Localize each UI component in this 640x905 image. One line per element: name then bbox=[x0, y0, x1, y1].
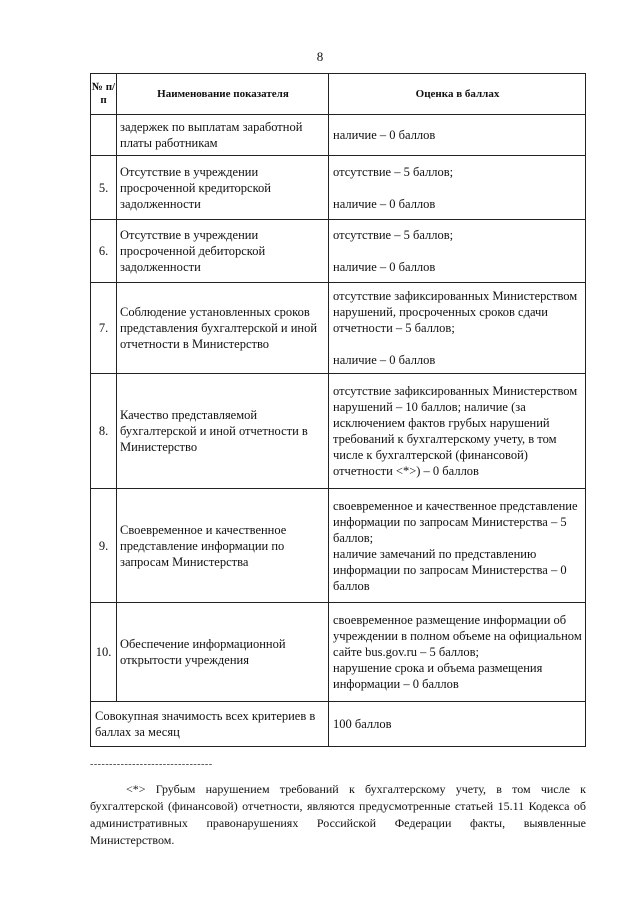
header-name: Наименование показателя bbox=[117, 74, 329, 115]
footnote-separator: -------------------------------- bbox=[90, 759, 213, 770]
row-name: задержек по выплатам заработной платы работникам bbox=[117, 115, 329, 156]
total-label: Совокупная значимость всех критериев в баллах за месяц bbox=[91, 702, 329, 747]
table-row bbox=[91, 283, 586, 374]
row-score bbox=[329, 220, 586, 283]
total-value: 100 баллов bbox=[329, 702, 586, 747]
row-num: 5. bbox=[91, 156, 117, 220]
score-line: нарушение срока и объема размещения информации – 0 баллов bbox=[333, 661, 543, 691]
score-line: отсутствие – 5 баллов; bbox=[333, 228, 454, 242]
row-name: Отсутствие в учреждении просроченной дебиторской задолженности bbox=[117, 220, 329, 283]
score-line: отсутствие – 5 баллов; bbox=[333, 164, 454, 179]
header-score: Оценка в баллах bbox=[329, 74, 586, 115]
score-line: своевременное и качественное представление информации по запросам Министерства – 5 баллов; bbox=[333, 498, 578, 545]
footnote: <*> Грубым нарушением требований к бухгалтерскому учету, в том числе к бухгалтерской (финансовой) отчетности, являются предусмотренные статьей 15.11 Кодекса об административных правонарушениях Российской Федерации факты, выявленные Министерством. bbox=[90, 782, 586, 847]
score-line: наличие – 0 баллов bbox=[333, 128, 436, 142]
score-line: отсутствие зафиксированных Министерством нарушений – 10 баллов; наличие (за исключением фактов грубых нарушений требований к бухгалтерскому учету, в том числе к бухгалтерской (финансовой) отчетности <*>) – 0 баллов bbox=[333, 384, 578, 478]
table-row bbox=[91, 115, 586, 156]
row-name: Обеспечение информационной открытости учреждения bbox=[117, 603, 329, 702]
row-num: 6. bbox=[91, 220, 117, 283]
table-total-row bbox=[91, 702, 586, 747]
score-line: наличие – 0 баллов bbox=[333, 196, 436, 211]
table-row bbox=[91, 489, 586, 603]
table-row bbox=[91, 603, 586, 702]
row-score bbox=[329, 374, 586, 489]
row-score bbox=[329, 115, 586, 156]
row-score bbox=[329, 489, 586, 603]
header-num: № п/п bbox=[91, 74, 117, 115]
table-header-row bbox=[91, 74, 586, 115]
score-line: своевременное размещение информации об учреждении в полном объеме на официальном сайте bus.gov.ru – 5 баллов; bbox=[333, 613, 582, 659]
score-line: наличие замечаний по представлению информации по запросам Министерства – 0 баллов bbox=[333, 546, 567, 593]
table-row bbox=[91, 220, 586, 283]
row-num: 9. bbox=[91, 489, 117, 603]
row-num: 10. bbox=[91, 603, 117, 702]
page-number: 8 bbox=[316, 49, 324, 64]
row-num: 8. bbox=[91, 374, 117, 489]
row-num: 7. bbox=[91, 283, 117, 374]
row-name: Отсутствие в учреждении просроченной кредиторской задолженности bbox=[117, 156, 329, 220]
table-row bbox=[91, 156, 586, 220]
score-line: отсутствие зафиксированных Министерством нарушений, просроченных сроков сдачи отчетности – 5 баллов; bbox=[333, 289, 578, 335]
row-name: Соблюдение установленных сроков представления бухгалтерской и иной отчетности в Министерство bbox=[117, 283, 329, 374]
score-line: наличие – 0 баллов bbox=[333, 353, 436, 367]
criteria-table bbox=[90, 73, 586, 747]
row-score bbox=[329, 603, 586, 702]
row-score bbox=[329, 283, 586, 374]
row-name: Качество представляемой бухгалтерской и иной отчетности в Министерство bbox=[117, 374, 329, 489]
score-line: наличие – 0 баллов bbox=[333, 260, 436, 274]
row-score bbox=[329, 156, 586, 220]
row-num bbox=[91, 115, 117, 156]
row-name: Своевременное и качественное представление информации по запросам Министерства bbox=[117, 489, 329, 603]
table-row bbox=[91, 374, 586, 489]
